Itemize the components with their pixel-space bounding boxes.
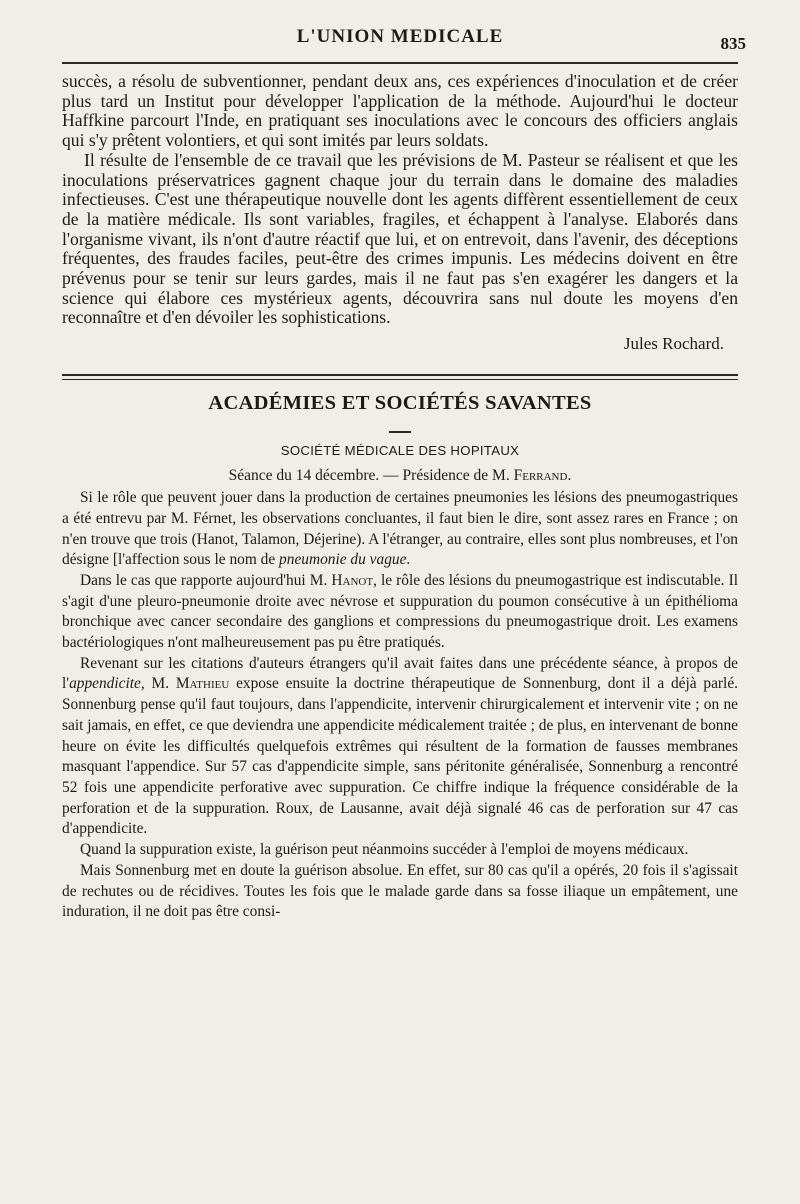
author-name: Hanot [331,571,374,589]
page-number: 835 [720,34,746,53]
author-signature: Jules Rochard. [623,334,724,354]
running-header [62,12,746,53]
journal-title: L'UNION MEDICALE [296,26,504,47]
article-paragraph: succès, a résolu de subventionner, pendant deux ans, ces expériences d'inoculation et de créer plus tard un Institut pour développer l'application de la méthode. Aujourd'hui le docteur Haffkine parcourt l'Inde, en pratiquant ses inoculations avec le concours des officiers anglais qui s'y prêtent volontiers, et qui sont imités par leurs soldats. [62,71,738,151]
text-run: Revenant sur les citations d'auteurs étrangers qu'il avait faites dans une précédente séance, à propos de l' [62,654,738,693]
report-paragraph: Quand la suppuration existe, la guérison peut néanmoins succéder à l'emploi de moyens médicaux. [80,841,689,859]
author-name: Mathieu [175,675,230,693]
session-line [62,467,738,485]
article-conclusion [62,72,738,354]
president-name: Ferrand. [513,467,572,485]
italic-term: pneumonie du vague [279,551,407,569]
text-run: Si le rôle que peuvent jouer dans la production de certaines pneumonies les lésions des pneumogastriques a été entrevu par M. Férnet, les observations concluantes, il faut bien le dire, sont assez rares en France ; on n'en trouve que trois (Hanot, Talamon, Déjerine). A l'étranger, au contraire, elles sont plus nombreuses, et l'on désigne [l'affection sous le nom de [62,489,738,569]
session-report [62,488,738,923]
article-paragraph: Il résulte de l'ensemble de ce travail que les prévisions de M. Pasteur se réalisent et que les inoculations préservatrices gagnent chaque jour du terrain dans le domaine des maladies infectieuses. C'est une thérapeutique nouvelle dont les agents diffèrent essentiellement de ceux de la matière médicale. Ils sont variables, fragiles, et échappent à l'analyse. Elaborés dans l'organisme vivant, ils n'ont d'autre réactif que lui, et on entrevoit, dans l'avenir, des déceptions fréquentes, des fraudes faciles, peut-être des crimes impunis. Les médecins doivent en être prévenus pour se tenir sur leurs gardes, mais il ne faut pas s'en exagérer les dangers et la science qui élabore ces mystérieux agents, découvrira sans nul doute les moyens d'en reconnaître et d'en dévoiler les sophistications. [62,149,738,328]
text-run: , M. [140,675,176,693]
section-divider [62,374,738,380]
header-rule [62,62,738,64]
title-rule [389,431,411,433]
text-run: , le rôle des lésions du pneumogastrique est indiscutable. Il s'agit d'une pleuro-pneumonie droite avec névrose et suppuration du poumon consécutive à un épithélioma bronchique avec cancer secondaire des ganglions et compressions du pneumogastrique droit. Les examens bactériologiques n'ont malheureusement pas pu être pratiqués. [62,571,738,652]
report-paragraph [62,571,738,654]
report-paragraph [62,654,738,840]
italic-term: appendicite [69,675,141,693]
report-paragraph: Mais Sonnenburg met en doute la guérison absolue. En effet, sur 80 cas qu'il a opérés, 20 fois il s'agissait de rechutes ou de récidives. Toutes les fois que le malade garde dans sa fosse iliaque un empâtement, une induration, il ne doit pas être consi- [62,861,738,921]
report-paragraph [62,488,738,571]
text-run: expose ensuite la doctrine thérapeutique de Sonnenburg, dont il a déjà parlé. Sonnenburg pense qu'il faut toujours, dans l'appendicite, intervenir chirurgicalement et intervenir vite ; on ne sait jamais, en effet, ce que deviendra une appendicite médicalement traitée ; de plus, en intervenant de bonne heure on évite les difficultés quelquefois extrêmes qui résultent de la formation de fausses membranes masquant l'appendice. Sur 57 cas d'appendicite simple, sans péritonite généralisée, Sonnenburg a rencontré 52 fois une appendicite perforative avec suppuration. Ce chiffre indique la fréquence considérable de la perforation et de la suppuration. Roux, de Lausanne, avait déjà signalé 46 cas de perforation sur 47 cas d'appendicite. [62,675,738,838]
session-date: Séance du 14 décembre. — Présidence de M. [228,467,514,485]
text-run: Dans le cas que rapporte aujourd'hui M. [80,571,332,589]
text-run: . [406,551,411,569]
society-name: SOCIÉTÉ MÉDICALE DES HOPITAUX [280,443,520,459]
section-title: ACADÉMIES ET SOCIÉTÉS SAVANTES [208,392,592,415]
